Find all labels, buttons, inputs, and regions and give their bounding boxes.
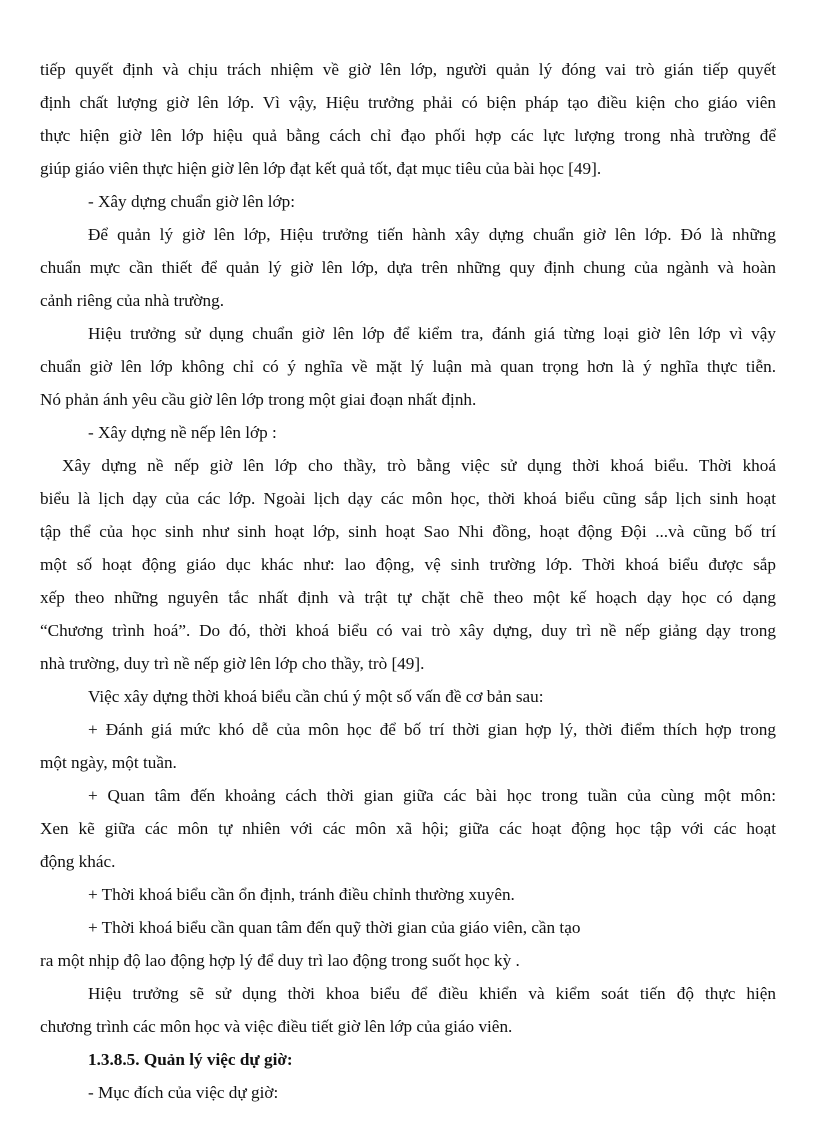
text-line: xếp theo những nguyên tắc nhất định và trật tự chặt chẽ theo một kế hoạch dạy học có dạng — [40, 588, 776, 607]
section-heading: - Xây dựng nề nếp lên lớp : — [88, 423, 277, 442]
text-line: định chất lượng giờ lên lớp. Vì vậy, Hiệu trưởng phải có biện pháp tạo điều kiện cho giáo viên — [40, 93, 776, 112]
text-line: một số hoạt động giáo dục khác như: lao động, vệ sinh trường lớp. Thời khoá biểu được sắp — [40, 555, 776, 574]
text-line: Hiệu trưởng sẽ sử dụng thời khoa biểu để điều khiển và kiểm soát tiến độ thực hiện — [88, 984, 776, 1003]
section-heading: - Xây dựng chuẩn giờ lên lớp: — [88, 192, 295, 211]
text-line: động khác. — [40, 852, 116, 871]
text-line: Hiệu trưởng sử dụng chuẩn giờ lên lớp để kiểm tra, đánh giá từng loại giờ lên lớp vì vậy — [88, 324, 776, 343]
text-line: Xen kẽ giữa các môn tự nhiên với các môn xã hội; giữa các hoạt động học tập với các hoạt — [40, 819, 776, 838]
text-line: Để quản lý giờ lên lớp, Hiệu trưởng tiến hành xây dựng chuẩn giờ lên lớp. Đó là những — [88, 225, 776, 244]
list-item: + Thời khoá biểu cần ổn định, tránh điều chỉnh thường xuyên. — [88, 885, 515, 904]
text-line: Xây dựng nề nếp giờ lên lớp cho thầy, trò bằng việc sử dụng thời khoá biểu. Thời khoá — [62, 456, 776, 475]
list-item: + Đánh giá mức khó dễ của môn học để bố trí thời gian hợp lý, thời điểm thích hợp trong — [88, 720, 776, 739]
text-line: ra một nhịp độ lao động hợp lý để duy trì lao động trong suốt học kỳ . — [40, 951, 520, 970]
text-line: chuẩn giờ lên lớp không chỉ có ý nghĩa về mặt lý luận mà quan trọng hơn là ý nghĩa thực tiễn. — [40, 357, 776, 376]
text-line: Việc xây dựng thời khoá biểu cần chú ý một số vấn đề cơ bản sau: — [88, 687, 544, 706]
text-line: giúp giáo viên thực hiện giờ lên lớp đạt kết quả tốt, đạt mục tiêu của bài học [49]. — [40, 159, 602, 178]
text-line: tiếp quyết định và chịu trách nhiệm về giờ lên lớp, người quản lý đóng vai trò gián tiếp quyết — [40, 60, 776, 79]
list-item: + Quan tâm đến khoảng cách thời gian giữa các bài học trong tuần của cùng một môn: — [88, 786, 776, 805]
text-line: thực hiện giờ lên lớp hiệu quả bằng cách chỉ đạo phối hợp các lực lượng trong nhà trường để — [40, 126, 776, 145]
text-line: tập thể của học sinh như sinh hoạt lớp, sinh hoạt Sao Nhi đồng, hoạt động Đội ...và cũng bố trí — [40, 522, 776, 541]
text-line: chương trình các môn học và việc điều tiết giờ lên lớp của giáo viên. — [40, 1017, 513, 1036]
subsection-heading: 1.3.8.5. Quản lý việc dự giờ: — [88, 1050, 293, 1069]
text-line: “Chương trình hoá”. Do đó, thời khoá biểu có vai trò xây dựng, duy trì nề nếp giảng dạy trong — [40, 621, 776, 640]
text-line: chuẩn mực cần thiết để quản lý giờ lên lớp, dựa trên những quy định chung của ngành và hoàn — [40, 258, 776, 277]
text-line: Nó phản ánh yêu cầu giờ lên lớp trong một giai đoạn nhất định. — [40, 390, 477, 409]
text-line: biểu là lịch dạy của các lớp. Ngoài lịch dạy các môn học, thời khoá biểu cũng sắp lịch sinh hoạt — [40, 489, 776, 508]
text-line: - Mục đích của việc dự giờ: — [88, 1083, 279, 1102]
text-line: một ngày, một tuần. — [40, 753, 177, 772]
text-line: nhà trường, duy trì nề nếp giờ lên lớp cho thầy, trò [49]. — [40, 654, 425, 673]
text-line: cảnh riêng của nhà trường. — [40, 291, 225, 310]
list-item: + Thời khoá biểu cần quan tâm đến quỹ thời gian của giáo viên, cần tạo — [88, 918, 581, 937]
